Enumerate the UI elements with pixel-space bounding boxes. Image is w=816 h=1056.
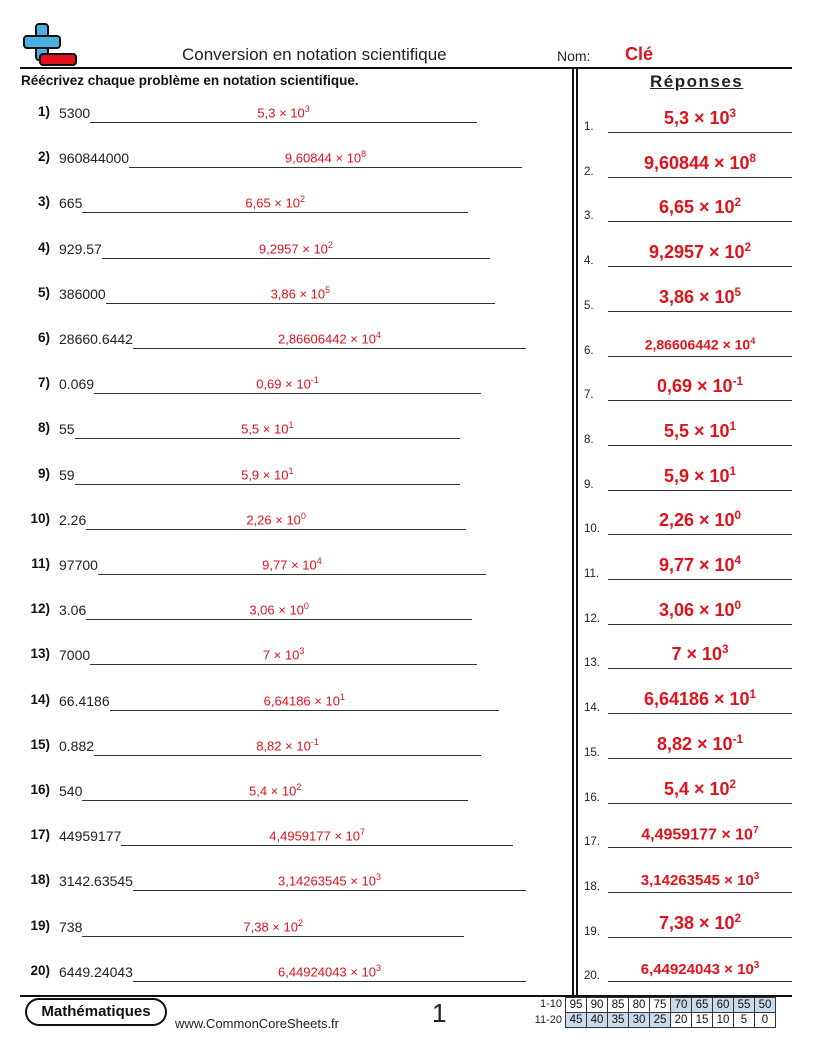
score-row [566, 1013, 776, 1028]
answer-key-line [608, 668, 792, 669]
handwritten-answer: $4,4959177 \times 10^7$ [269, 827, 366, 844]
answer-line [90, 664, 477, 665]
handwritten-answer: $3,86 \times 10^5$ [270, 284, 331, 302]
problem-value: 929.57 [59, 240, 102, 257]
answer-key-line [608, 400, 792, 401]
answer-key-value: $5,9 \times 10^1$ [663, 464, 737, 486]
problem-row [20, 782, 468, 822]
handwritten-answer: $8,82 \times 10^{-1}$ [256, 736, 319, 754]
problem-value: 738 [59, 918, 83, 935]
problem-number: 13) [30, 646, 50, 662]
handwritten-answer: $7,38 \times 10^2$ [243, 917, 303, 934]
handwritten-answer: $9,2957 \times 10^2$ [258, 239, 333, 256]
answer-line [102, 258, 490, 259]
subject-badge: Mathématiques [25, 998, 167, 1026]
problem-value: 5300 [59, 105, 91, 121]
score-cell: 5 [734, 1013, 755, 1028]
answer-line [82, 800, 468, 801]
score-cell: 25 [650, 1013, 671, 1028]
handwritten-answer: $0,69 \times 10^{-1}$ [256, 375, 319, 392]
answer-key-row [584, 186, 792, 226]
instructions: Réécrivez chaque problème en notation scientifique. [21, 73, 359, 88]
problem-row [20, 420, 460, 460]
name-value: Clé [625, 44, 654, 64]
score-cell: 35 [608, 1013, 629, 1028]
handwritten-answer: $5,9 \times 10^1$ [241, 465, 294, 482]
answer-key-line [608, 221, 792, 222]
answer-key-line [608, 981, 792, 982]
score-cell: 65 [692, 998, 713, 1013]
score-cell: 95 [566, 998, 587, 1013]
answer-key-line [608, 490, 792, 491]
score-cell: 0 [755, 1013, 776, 1028]
problem-row [20, 240, 490, 280]
problem-value: 55 [59, 421, 75, 438]
score-cell: 10 [713, 1013, 734, 1028]
answer-key-row [584, 276, 792, 316]
answer-line [129, 167, 522, 168]
problem-value: 44959177 [59, 828, 122, 845]
problem-number: 5) [37, 284, 50, 300]
answer-key-value: $3,86 \times 10^5$ [658, 285, 742, 307]
score-cell: 55 [734, 998, 755, 1013]
problem-number: 8) [37, 420, 50, 436]
problem-number: 10) [30, 510, 50, 526]
handwritten-answer: $9,60844 \times 10^8$ [284, 149, 367, 166]
problem-value: 0.882 [59, 737, 95, 754]
answer-line [110, 710, 499, 711]
answer-key-value: $0,69 \times 10^{-1}$ [657, 375, 743, 397]
answer-number: 8. [584, 433, 594, 446]
answer-line [75, 438, 460, 439]
problem-number: 16) [30, 782, 50, 797]
handwritten-answer: $6,64186 \times 10^1$ [263, 691, 345, 708]
answer-key-value: $2,26 \times 10^0$ [658, 509, 742, 531]
problem-row [20, 692, 499, 732]
problem-row [20, 285, 495, 325]
problem-number: 4) [37, 239, 50, 255]
answer-number: 10. [584, 523, 600, 536]
problem-row [20, 466, 460, 506]
problem-value: 386000 [59, 285, 106, 302]
problem-value: 2.26 [59, 511, 87, 528]
score-cell: 85 [608, 998, 629, 1013]
score-cell: 20 [671, 1013, 692, 1028]
page-title: Conversion en notation scientifique [182, 45, 447, 64]
answer-line [121, 845, 513, 846]
problem-number: 9) [37, 465, 50, 481]
score-grid [565, 997, 776, 1028]
score-row-label: 1-10 [539, 998, 562, 1010]
answer-line [133, 890, 526, 891]
handwritten-answer: $9,77 \times 10^4$ [262, 556, 322, 573]
answer-key-row [584, 633, 792, 673]
answer-line [106, 303, 495, 304]
score-cell: 30 [629, 1013, 650, 1028]
answer-key-row [584, 768, 792, 808]
problem-row [20, 194, 468, 234]
answer-key-row [584, 946, 792, 986]
answer-key-row [584, 97, 792, 137]
answer-line [133, 348, 526, 349]
answer-key-row [584, 365, 792, 405]
answer-number: 1. [584, 121, 594, 133]
problem-number: 12) [30, 601, 50, 617]
answer-key-value: $5,3 \times 10^3$ [663, 107, 737, 128]
answer-number: 17. [584, 836, 600, 849]
answer-key-row [584, 857, 792, 897]
answer-key-value: $7 \times 10^3$ [671, 643, 729, 665]
answer-key-row [584, 455, 792, 495]
answer-key-value: $8,82 \times 10^{-1}$ [657, 732, 743, 754]
problem-value: 3.06 [59, 602, 87, 619]
answer-key-value: $7,38 \times 10^2$ [658, 911, 742, 933]
handwritten-answer: $5,4 \times 10^2$ [248, 782, 302, 799]
answer-key-line [608, 579, 792, 580]
answer-key-row [584, 812, 792, 852]
answer-line [86, 619, 472, 620]
answer-key-row [584, 499, 792, 539]
answer-key-row [584, 321, 792, 361]
problem-number: 15) [30, 736, 50, 752]
score-cell: 90 [587, 998, 608, 1013]
site-url: www.CommonCoreSheets.fr [175, 1016, 339, 1031]
page-number: 1 [432, 998, 447, 1028]
score-cell: 45 [566, 1013, 587, 1028]
answer-key-line [608, 847, 792, 848]
name-label: Nom: [557, 48, 591, 64]
answer-key-row [584, 723, 792, 763]
answer-key-line [608, 311, 792, 312]
answer-line [75, 484, 460, 485]
answer-key-value: $6,64186 \times 10^1$ [643, 688, 757, 710]
answer-key-line [608, 177, 792, 178]
problem-row [20, 827, 513, 867]
problem-row [20, 149, 522, 189]
problem-number: 17) [30, 827, 50, 843]
handwritten-answer: $2,86606442 \times 10^4$ [277, 330, 381, 347]
score-cell: 80 [629, 998, 650, 1013]
handwritten-answer: $3,06 \times 10^0$ [249, 601, 309, 618]
answer-key-value: $4,4959177 \times 10^7$ [641, 824, 759, 844]
problem-number: 11) [31, 556, 50, 571]
answer-key-line [608, 534, 792, 535]
problem-row [20, 375, 481, 415]
problem-value: 6449.24043 [59, 963, 133, 980]
answer-key-value: $2,86606442 \times 10^4$ [644, 335, 756, 353]
answer-number: 3. [584, 210, 594, 223]
plus-minus-icon [22, 22, 78, 68]
answer-key-line [608, 624, 792, 625]
problem-row [20, 601, 472, 641]
answer-key-value: $9,77 \times 10^4$ [658, 554, 742, 575]
header-divider [20, 67, 792, 69]
answer-key-line [608, 803, 792, 804]
answer-number: 15. [584, 746, 600, 759]
answer-number: 5. [584, 299, 594, 312]
column-divider [572, 68, 578, 996]
handwritten-answer: $5,5 \times 10^1$ [241, 420, 294, 437]
problem-value: 97700 [59, 557, 98, 573]
problem-value: 59 [59, 466, 75, 483]
answer-key-value: $3,06 \times 10^0$ [658, 598, 742, 620]
problem-value: 0.069 [59, 376, 95, 393]
problem-value: 66.4186 [59, 692, 110, 709]
answers-title: Réponses [650, 72, 744, 91]
problem-number: 14) [30, 691, 50, 707]
problem-row [20, 556, 486, 596]
answer-key-row [584, 544, 792, 584]
problem-row [20, 737, 481, 777]
problem-number: 20) [30, 962, 50, 978]
problem-row [20, 104, 477, 144]
answer-key-value: $3,14263545 \times 10^3$ [640, 870, 760, 889]
answer-number: 13. [584, 657, 600, 670]
handwritten-answer: $3,14263545 \times 10^3$ [277, 872, 381, 889]
answer-number: 9. [584, 478, 594, 491]
answer-key-row [584, 589, 792, 629]
answer-key-value: $5,5 \times 10^1$ [663, 419, 737, 441]
answer-key-value: $6,65 \times 10^2$ [658, 196, 742, 218]
answer-number: 11. [584, 568, 600, 580]
answer-key-value: $9,60844 \times 10^8$ [643, 151, 757, 173]
problem-value: 3142.63545 [59, 873, 133, 890]
answer-number: 7. [584, 389, 594, 402]
answer-key-row [584, 678, 792, 718]
answer-number: 20. [584, 970, 600, 983]
answer-key-row [584, 142, 792, 182]
problem-value: 28660.6442 [59, 331, 133, 347]
problem-value: 665 [59, 195, 83, 212]
answer-number: 6. [584, 344, 594, 357]
answer-line [90, 122, 477, 123]
answer-line [133, 981, 526, 982]
problem-number: 3) [37, 194, 50, 210]
answer-line [82, 936, 464, 937]
answer-key-line [608, 356, 792, 357]
answer-key-row [584, 902, 792, 942]
answer-key-row [584, 231, 792, 271]
problem-number: 19) [30, 917, 50, 933]
problem-value: 7000 [59, 647, 91, 664]
score-row-label: 11-20 [534, 1014, 562, 1026]
handwritten-answer: $6,65 \times 10^2$ [245, 194, 305, 211]
answer-number: 4. [584, 255, 594, 268]
score-cell: 70 [671, 998, 692, 1013]
answer-number: 12. [584, 612, 600, 625]
score-cell: 40 [587, 1013, 608, 1028]
answer-line [94, 393, 481, 394]
answer-key-row [584, 410, 792, 450]
problem-row [20, 511, 466, 551]
answer-line [98, 574, 486, 575]
handwritten-answer: $5,3 \times 10^3$ [257, 104, 310, 121]
answer-line [94, 755, 481, 756]
problem-value: 960844000 [59, 150, 130, 167]
answer-number: 18. [584, 880, 600, 893]
score-cell: 75 [650, 998, 671, 1013]
answer-key-line [608, 937, 792, 938]
answer-key-line [608, 892, 792, 893]
handwritten-answer: $7 \times 10^3$ [262, 646, 305, 663]
handwritten-answer: $6,44924043 \times 10^3$ [277, 962, 381, 980]
answer-key-value: $6,44924043 \times 10^3$ [640, 960, 760, 979]
score-cell: 50 [755, 998, 776, 1013]
answer-number: 16. [584, 791, 600, 804]
problem-row [20, 918, 464, 958]
problem-row [20, 646, 477, 686]
problem-number: 7) [37, 375, 50, 391]
problem-row [20, 872, 526, 912]
problem-number: 18) [30, 872, 50, 888]
answer-line [82, 212, 468, 213]
problem-number: 1) [37, 104, 50, 119]
answer-number: 2. [584, 165, 594, 178]
answer-key-line [608, 266, 792, 267]
score-cell: 15 [692, 1013, 713, 1028]
answer-key-line [608, 132, 792, 133]
answer-key-line [608, 445, 792, 446]
score-row [566, 998, 776, 1013]
answer-line [86, 529, 466, 530]
problem-number: 2) [37, 149, 50, 165]
answer-key-value: $9,2957 \times 10^2$ [648, 241, 752, 263]
answer-key-line [608, 758, 792, 759]
answer-number: 14. [584, 702, 600, 715]
problem-value: 540 [59, 783, 83, 799]
score-cell: 60 [713, 998, 734, 1013]
answer-number: 19. [584, 925, 600, 938]
problem-row [20, 330, 526, 370]
answer-key-line [608, 713, 792, 714]
problem-number: 6) [37, 330, 50, 345]
handwritten-answer: $2,26 \times 10^0$ [246, 510, 306, 528]
answer-key-value: $5,4 \times 10^2$ [663, 777, 737, 799]
